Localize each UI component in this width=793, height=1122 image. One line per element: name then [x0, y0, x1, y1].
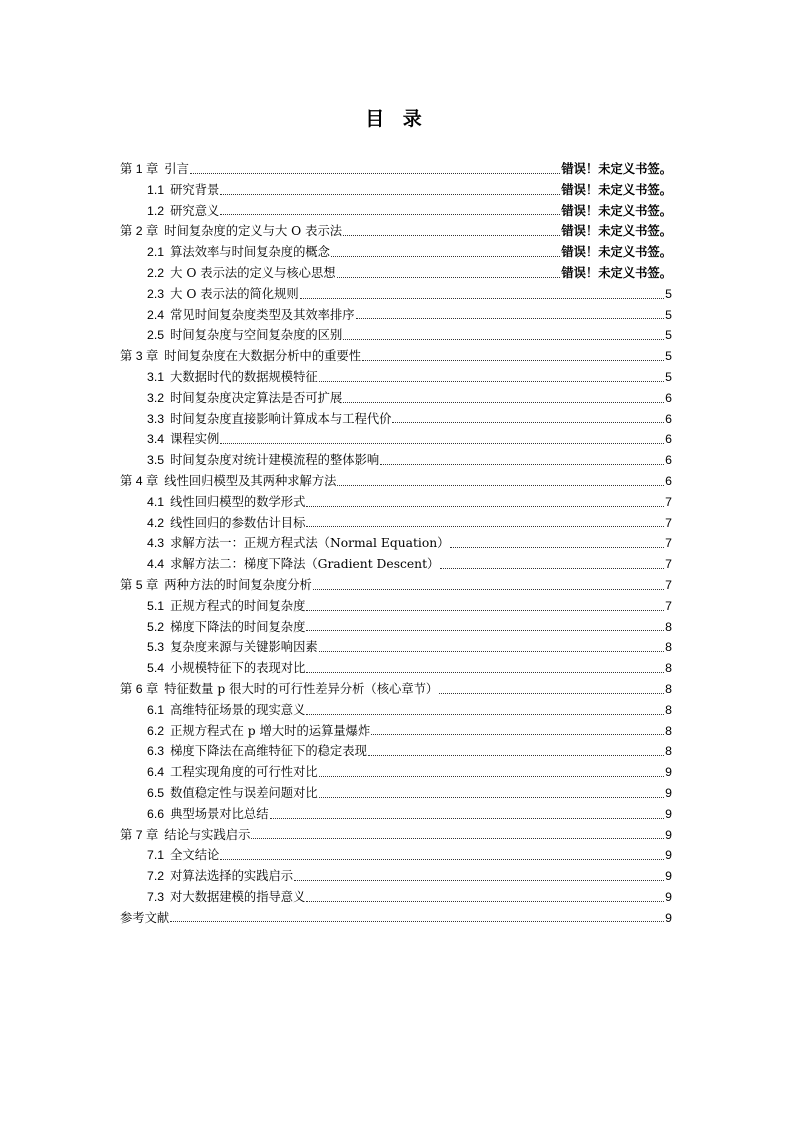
- toc-section-entry[interactable]: [120, 513, 672, 534]
- toc-entry-title: 常见时间复杂度类型及其效率排序: [170, 307, 355, 322]
- toc-dot-leader: [450, 546, 664, 548]
- toc-chapter-entry[interactable]: [120, 575, 672, 596]
- toc-dot-leader: [343, 234, 560, 236]
- toc-bookmark-error: 错误！未定义书签。: [561, 245, 672, 260]
- toc-bookmark-error: 错误！未定义书签。: [561, 224, 672, 239]
- toc-page-number: 6: [665, 390, 672, 405]
- toc-entry-title: 线性回归模型及其两种求解方法: [164, 473, 337, 488]
- toc-entry-title: 结论与实践启示: [164, 827, 251, 842]
- toc-entry-title: 线性回归的参数估计目标: [170, 515, 306, 530]
- toc-entry-title: 课程实例: [170, 432, 220, 447]
- toc-entry-number: 第 1 章: [120, 162, 159, 176]
- toc-page-number: 7: [665, 515, 672, 530]
- toc-entry-title: 求解方法二：梯度下降法（Gradient Descent）: [170, 557, 440, 572]
- toc-section-entry[interactable]: [120, 783, 672, 804]
- toc-dot-leader: [306, 900, 664, 902]
- toc-entry-title: 时间复杂度与空间复杂度的区别: [170, 328, 343, 343]
- toc-section-entry[interactable]: [120, 554, 672, 575]
- toc-dot-leader: [220, 858, 664, 860]
- toc-entry-number: 5.3: [147, 640, 165, 655]
- toc-section-entry[interactable]: [120, 305, 672, 326]
- toc-dot-leader: [300, 297, 664, 299]
- toc-dot-leader: [371, 733, 664, 735]
- toc-entry-number: 6.6: [147, 806, 165, 821]
- toc-entry-number: 3.2: [147, 390, 165, 405]
- toc-page-number: 5: [665, 369, 672, 384]
- toc-entry-number: 3.5: [147, 453, 165, 468]
- toc-page-number: 5: [665, 307, 672, 322]
- toc-dot-leader: [306, 505, 664, 507]
- toc-entry-number: 第 4 章: [120, 473, 159, 488]
- toc-section-entry[interactable]: [120, 721, 672, 742]
- toc-entry-title: 复杂度来源与关键影响因素: [170, 640, 318, 655]
- toc-entry-number: 第 5 章: [120, 577, 159, 592]
- toc-dot-leader: [380, 463, 664, 465]
- toc-bookmark-error: 错误！未定义书签。: [561, 182, 672, 197]
- toc-entry-title: 算法效率与时间复杂度的概念: [170, 245, 330, 260]
- toc-section-entry[interactable]: [120, 367, 672, 388]
- toc-page-number: 9: [665, 889, 672, 904]
- toc-dot-leader: [190, 172, 560, 174]
- toc-chapter-entry[interactable]: [120, 159, 672, 180]
- toc-entry-title: 梯度下降法的时间复杂度: [170, 619, 306, 634]
- toc-section-entry[interactable]: [120, 658, 672, 679]
- toc-entry-number: 3.1: [147, 369, 165, 384]
- toc-entry-title: 研究背景: [170, 182, 220, 197]
- toc-page-number: 8: [665, 619, 672, 634]
- toc-dot-leader: [343, 401, 664, 403]
- toc-page-number: 9: [665, 848, 672, 863]
- toc-entry-number: 5.1: [147, 598, 165, 613]
- toc-entry-number: 2.1: [147, 245, 165, 260]
- toc-entry-title: 大 O 表示法的简化规则: [170, 286, 299, 301]
- toc-entry-title: 时间复杂度直接影响计算成本与工程代价: [170, 411, 392, 426]
- toc-section-entry[interactable]: [120, 201, 672, 222]
- toc-dot-leader: [362, 359, 664, 361]
- page-title: 目 录: [365, 108, 428, 130]
- toc-entry-number: 6.1: [147, 702, 165, 717]
- toc-entry-title: 线性回归模型的数学形式: [170, 494, 306, 509]
- toc-bookmark-error: 错误！未定义书签。: [561, 162, 672, 176]
- toc-entry-title: 小规模特征下的表现对比: [170, 661, 306, 676]
- toc-entry-title: 高维特征场景的现实意义: [170, 702, 306, 717]
- toc-section-entry[interactable]: [120, 242, 672, 263]
- toc-entry-number: 2.5: [147, 328, 165, 343]
- toc-entry-title: 典型场景对比总结: [170, 806, 269, 821]
- toc-entry-title: 研究意义: [170, 203, 220, 218]
- toc-entry-title: 大 O 表示法的定义与核心思想: [170, 265, 336, 280]
- toc-entry-title: 引言: [164, 162, 189, 176]
- toc-entry-title: 参考文献: [120, 910, 170, 925]
- toc-chapter-entry[interactable]: [120, 221, 672, 242]
- toc-entry-number: 第 3 章: [120, 349, 159, 364]
- toc-page-number: 7: [665, 557, 672, 572]
- toc-entry-title: 工程实现角度的可行性对比: [170, 765, 318, 780]
- toc-page-number: 7: [665, 494, 672, 509]
- toc-dot-leader: [220, 213, 560, 215]
- toc-entry-title: 对算法选择的实践启示: [170, 869, 294, 884]
- toc-page-number: 5: [665, 328, 672, 343]
- toc-entry-title: 时间复杂度的定义与大 O 表示法: [164, 224, 343, 239]
- toc-entry-number: 2.4: [147, 307, 165, 322]
- toc-page-number: 7: [665, 577, 672, 592]
- toc-entry-number: 6.5: [147, 785, 165, 800]
- toc-entry-title: 数值稳定性与误差问题对比: [170, 785, 318, 800]
- toc-dot-leader: [319, 796, 664, 798]
- toc-entry-title: 时间复杂度决定算法是否可扩展: [170, 390, 343, 405]
- toc-dot-leader: [306, 525, 664, 527]
- toc-entry-number: 1.2: [147, 203, 165, 218]
- toc-page-number: 8: [665, 681, 672, 696]
- toc-entry-number: 第 6 章: [120, 681, 159, 696]
- toc-dot-leader: [337, 484, 664, 486]
- toc-section-entry[interactable]: [120, 450, 672, 471]
- toc-entry-number: 4.4: [147, 557, 165, 572]
- toc-dot-leader: [343, 338, 664, 340]
- toc-section-entry[interactable]: [120, 533, 672, 554]
- toc-dot-leader: [306, 629, 664, 631]
- toc-entry-title: 特征数量 p 很大时的可行性差异分析（核心章节）: [164, 681, 439, 696]
- toc-entry-number: 7.2: [147, 869, 165, 884]
- toc-entry-number: 4.2: [147, 515, 165, 530]
- toc-page-number: 8: [665, 723, 672, 738]
- toc-page-number: 7: [665, 536, 672, 551]
- toc-page-number: 9: [665, 765, 672, 780]
- toc-entry-number: 6.3: [147, 744, 165, 759]
- toc-entry-title: 时间复杂度对统计建模流程的整体影响: [170, 453, 380, 468]
- toc-dot-leader: [439, 692, 664, 694]
- toc-section-entry[interactable]: [120, 263, 672, 284]
- toc-entry-title: 对大数据建模的指导意义: [170, 889, 306, 904]
- toc-entry-title: 梯度下降法在高维特征下的稳定表现: [170, 744, 367, 759]
- toc-entry-number: 5.2: [147, 619, 165, 634]
- toc-entry-title: 全文结论: [170, 848, 220, 863]
- toc-page-number: 5: [665, 286, 672, 301]
- toc-dot-leader: [220, 442, 664, 444]
- toc-entry-number: 第 7 章: [120, 827, 159, 842]
- toc-dot-leader: [337, 276, 561, 278]
- toc-entry-number: 7.1: [147, 848, 165, 863]
- toc-dot-leader: [306, 671, 664, 673]
- toc-page-number: 6: [665, 453, 672, 468]
- toc-chapter-entry[interactable]: [120, 346, 672, 367]
- toc-entry-title: 正规方程式的时间复杂度: [170, 598, 306, 613]
- toc-dot-leader: [440, 567, 664, 569]
- toc-entry-number: 3.3: [147, 411, 165, 426]
- toc-entry-title: 大数据时代的数据规模特征: [170, 369, 318, 384]
- toc-dot-leader: [251, 837, 664, 839]
- toc-section-entry[interactable]: [120, 845, 672, 866]
- toc-dot-leader: [220, 193, 560, 195]
- toc-page-number: 9: [665, 785, 672, 800]
- toc-section-entry[interactable]: [120, 617, 672, 638]
- toc-dot-leader: [319, 380, 664, 382]
- toc-chapter-entry[interactable]: [120, 679, 672, 700]
- toc-entry-title: 求解方法一：正规方程式法（Normal Equation）: [170, 536, 450, 551]
- toc-entry-number: 2.2: [147, 265, 165, 280]
- toc-section-entry[interactable]: [120, 596, 672, 617]
- toc-dot-leader: [306, 713, 664, 715]
- toc-entry-number: 4.1: [147, 494, 165, 509]
- toc-section-entry[interactable]: [120, 409, 672, 430]
- toc-page-number: 9: [665, 827, 672, 842]
- toc-dot-leader: [170, 920, 664, 922]
- toc-page-number: 8: [665, 702, 672, 717]
- toc-section-entry[interactable]: [120, 887, 672, 908]
- toc-entry-number: 6.4: [147, 765, 165, 780]
- toc-dot-leader: [319, 650, 664, 652]
- toc-section-entry[interactable]: [120, 637, 672, 658]
- toc-section-entry[interactable]: [120, 429, 672, 450]
- toc-section-entry[interactable]: [120, 492, 672, 513]
- toc-page-number: 8: [665, 661, 672, 676]
- toc-entry-number: 4.3: [147, 536, 165, 551]
- toc-entry-number: 6.2: [147, 723, 165, 738]
- toc-chapter-entry[interactable]: [120, 471, 672, 492]
- toc-entry-number: 3.4: [147, 432, 165, 447]
- toc-section-entry[interactable]: [120, 180, 672, 201]
- toc-entry-title: 时间复杂度在大数据分析中的重要性: [164, 349, 362, 364]
- toc-dot-leader: [313, 588, 664, 590]
- toc-chapter-entry[interactable]: [120, 908, 672, 929]
- toc-section-entry[interactable]: [120, 325, 672, 346]
- toc-page-number: 9: [665, 869, 672, 884]
- toc-page-number: 6: [665, 432, 672, 447]
- toc-section-entry[interactable]: [120, 284, 672, 305]
- table-of-contents: [120, 159, 672, 928]
- toc-dot-leader: [356, 317, 665, 319]
- toc-dot-leader: [294, 879, 664, 881]
- toc-entry-title: 正规方程式在 p 增大时的运算量爆炸: [170, 723, 371, 738]
- toc-dot-leader: [331, 255, 560, 257]
- toc-dot-leader: [270, 817, 665, 819]
- toc-section-entry[interactable]: [120, 804, 672, 825]
- toc-page-number: 5: [665, 349, 672, 364]
- toc-entry-number: 7.3: [147, 889, 165, 904]
- toc-entry-number: 1.1: [147, 182, 165, 197]
- toc-page-number: 6: [665, 411, 672, 426]
- toc-entry-number: 2.3: [147, 286, 165, 301]
- toc-chapter-entry[interactable]: [120, 825, 672, 846]
- toc-section-entry[interactable]: [120, 866, 672, 887]
- toc-page-number: 7: [665, 598, 672, 613]
- toc-page-number: 8: [665, 640, 672, 655]
- toc-entry-number: 5.4: [147, 661, 165, 676]
- toc-dot-leader: [392, 421, 664, 423]
- toc-dot-leader: [306, 609, 664, 611]
- toc-section-entry[interactable]: [120, 700, 672, 721]
- toc-section-entry[interactable]: [120, 741, 672, 762]
- toc-page-number: 6: [665, 473, 672, 488]
- toc-page-number: 8: [665, 744, 672, 759]
- toc-page-number: 9: [665, 910, 672, 925]
- toc-entry-title: 两种方法的时间复杂度分析: [164, 577, 312, 592]
- toc-section-entry[interactable]: [120, 388, 672, 409]
- toc-bookmark-error: 错误！未定义书签。: [561, 203, 672, 218]
- toc-section-entry[interactable]: [120, 762, 672, 783]
- toc-bookmark-error: 错误！未定义书签。: [561, 265, 672, 280]
- toc-page-number: 9: [665, 806, 672, 821]
- toc-dot-leader: [319, 775, 664, 777]
- toc-dot-leader: [368, 754, 664, 756]
- toc-entry-number: 第 2 章: [120, 224, 159, 239]
